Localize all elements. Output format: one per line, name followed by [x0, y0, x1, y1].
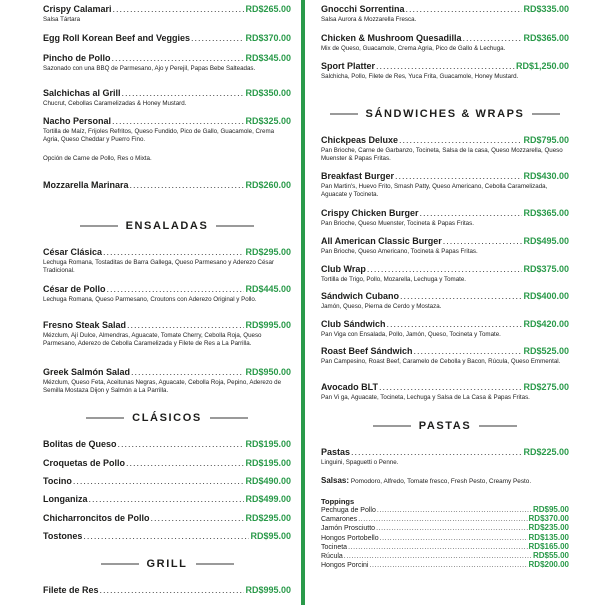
- menu-item: [43, 33, 291, 44]
- item-description: Salsa Aurora & Mozzarella Fresca.: [321, 16, 417, 23]
- topping-name: Jamón Prosciutto: [321, 525, 376, 533]
- item-name: Bolitas de Queso: [43, 439, 117, 449]
- nacho-note: Opción de Carne de Pollo, Res o Mixta.: [43, 155, 152, 162]
- menu-item: [43, 531, 291, 542]
- menu-item: [43, 439, 291, 450]
- toppings-title: Toppings: [321, 497, 355, 506]
- menu-item: [43, 367, 291, 395]
- item-name: César Clásica: [43, 247, 103, 257]
- item-price: RD$195.00: [245, 458, 291, 468]
- item-price: RD$95.00: [250, 531, 291, 541]
- menu-item: [321, 264, 569, 284]
- section-rule: [479, 425, 517, 427]
- item-name: Gnocchi Sorrentina: [321, 4, 405, 14]
- topping-name: Pechuga de Pollo: [321, 507, 376, 514]
- menu-item: [43, 458, 291, 469]
- item-description: Mézclum, Ají Dulce, Almendras, Aguacate, Tomate Cherry, Cebolla Roja, Queso Parmesano, Aderezo de Cebolla Caramelizada y Filete de Res a La Parrilla.: [43, 332, 262, 348]
- item-price: RD$1,250.00: [515, 61, 569, 71]
- menu-item: [321, 33, 569, 53]
- menu-item: [43, 116, 291, 144]
- item-description: Linguini, Spaguetti o Penne.: [321, 459, 399, 466]
- item-price: RD$400.00: [523, 291, 569, 301]
- column-divider: [301, 0, 305, 605]
- item-price: RD$365.00: [523, 208, 569, 218]
- menu-item: [321, 171, 569, 199]
- toppings-list: [321, 497, 569, 570]
- menu-item: [43, 320, 291, 348]
- item-name: Club Wrap: [321, 264, 366, 274]
- item-price: RD$495.00: [523, 236, 569, 246]
- item-description: Tortilla de Trigo, Pollo, Mozarella, Lechuga y Tomate.: [321, 276, 467, 283]
- item-price: RD$375.00: [523, 264, 569, 274]
- item-price: RD$335.00: [523, 4, 569, 14]
- section-header-pastas: [321, 420, 569, 432]
- section-title: PASTAS: [418, 420, 472, 432]
- item-name: Avocado BLT: [321, 382, 379, 392]
- item-name: Nacho Personal: [43, 116, 112, 126]
- item-name: Roast Beef Sándwich: [321, 346, 413, 356]
- topping-row: [321, 561, 569, 570]
- item-price: RD$325.00: [245, 116, 291, 126]
- menu-item: [43, 88, 291, 108]
- item-price: RD$950.00: [245, 367, 291, 377]
- item-name: Greek Salmón Salad: [43, 367, 131, 377]
- item-description: Pan Brioche, Queso Muenster, Tocineta & Papas Fritas.: [321, 220, 474, 227]
- menu-item: [321, 208, 569, 228]
- topping-price: RD$55.00: [532, 551, 569, 561]
- item-price: RD$430.00: [523, 171, 569, 181]
- item-price: RD$995.00: [245, 320, 291, 330]
- item-price: RD$265.00: [245, 4, 291, 14]
- menu-item: [321, 319, 569, 339]
- item-price: RD$490.00: [245, 476, 291, 486]
- item-name: Chickpeas Deluxe: [321, 135, 399, 145]
- menu-item: [321, 291, 569, 311]
- item-name: Pastas: [321, 447, 351, 457]
- item-name: Tocino: [43, 476, 72, 486]
- item-description: Sazonado con una BBQ de Parmesano, Ajo y Perejil, Papas Bebe Salteadas.: [43, 65, 256, 72]
- item-name: Chicken & Mushroom Quesadilla: [321, 33, 462, 43]
- topping-price: RD$370.00: [528, 514, 569, 524]
- item-name: Club Sándwich: [321, 319, 386, 329]
- item-description: Pan Brioche, Queso Americano, Tocineta & Papas Fritas.: [321, 248, 478, 255]
- menu-item: [43, 180, 291, 191]
- item-name: César de Pollo: [43, 284, 106, 294]
- menu-item: [43, 476, 291, 487]
- section-header-sandwiches: [321, 108, 569, 120]
- item-price: RD$995.00: [245, 585, 291, 595]
- item-name: Breakfast Burger: [321, 171, 395, 181]
- item-price: RD$260.00: [245, 180, 291, 190]
- menu-item: [321, 346, 569, 366]
- section-title: CLÁSICOS: [132, 412, 202, 424]
- section-title: ENSALADAS: [125, 220, 209, 232]
- menu-item: [43, 284, 291, 304]
- item-name: Mozzarella Marinara: [43, 180, 129, 190]
- salsas-text: Pomodoro, Alfredo, Tomate fresco, Fresh Pesto, Creamy Pesto.: [350, 478, 532, 485]
- item-description: Tortilla de Maíz, Frijoles Refritos, Queso Fundido, Pico de Gallo, Guacamole, Crema Agria, Queso Cheddar y Puerro Fino.: [43, 128, 275, 144]
- menu-item: [43, 585, 291, 596]
- menu-item: [321, 447, 569, 467]
- topping-name: Hongos Portobello: [321, 534, 379, 542]
- item-price: RD$499.00: [245, 494, 291, 504]
- item-description: Pan Brioche, Carne de Garbanzo, Tocineta, Salsa de la casa, Queso Mozzarella, Queso Muenster & Papas Fritas.: [321, 147, 563, 163]
- item-description: Pan Vi ga, Aguacate, Tocineta, Lechuga y Salsa de La Casa & Papas Fritas.: [321, 394, 530, 401]
- menu-item: [43, 4, 291, 24]
- item-description: Pan Martin's, Huevo Frito, Smash Patty, Queso Americano, Cebolla Caramelizada, Aguacate y Tocineta.: [321, 183, 548, 199]
- item-name: Crispy Chicken Burger: [321, 208, 419, 218]
- section-rule: [210, 417, 248, 419]
- section-rule: [101, 563, 139, 565]
- menu-item: [43, 53, 291, 73]
- item-price: RD$795.00: [523, 135, 569, 145]
- item-name: Salchichas al Grill: [43, 88, 121, 98]
- item-price: RD$445.00: [245, 284, 291, 294]
- item-price: RD$295.00: [245, 513, 291, 523]
- item-name: Fresno Steak Salad: [43, 320, 127, 330]
- item-name: Chicharroncitos de Pollo: [43, 513, 150, 523]
- section-header-grill: [43, 558, 291, 570]
- item-description: Jamón, Queso, Pierna de Cerdo y Mostaza.: [321, 303, 442, 310]
- item-description: Chucrut, Cebollas Caramelizadas & Honey Mustard.: [43, 100, 187, 107]
- section-rule: [330, 113, 358, 115]
- menu-item: [321, 382, 569, 402]
- menu-item: [43, 513, 291, 524]
- item-description: Pan Campesino, Roast Beef, Caramelo de Cebolla y Bacon, Rúcula, Queso Emmental.: [321, 358, 561, 365]
- item-price: RD$345.00: [245, 53, 291, 63]
- item-description: Pan Viga con Ensalada, Pollo, Jamón, Queso, Tocineta y Tomate.: [321, 331, 501, 338]
- section-title: SÁNDWICHES & WRAPS: [365, 108, 525, 120]
- topping-price: RD$135.00: [528, 532, 569, 542]
- item-description: Mézclum, Queso Feta, Aceitunas Negras, Aguacate, Cebolla Roja, Pepino, Aderezo de Semilla Mostaza Dijon y Salmón a La Parrilla.: [43, 379, 282, 395]
- menu-item: [43, 494, 291, 505]
- item-price: RD$365.00: [523, 33, 569, 43]
- item-description: Lechuga Romana, Queso Parmesano, Croutons con Aderezo Original y Pollo.: [43, 296, 257, 303]
- topping-price: RD$235.00: [528, 523, 569, 533]
- item-description: Lechuga Romana, Tostaditas de Barra Gallega, Queso Parmesano y Aderezo César Tradicional.: [43, 259, 275, 275]
- topping-row: [321, 543, 569, 552]
- section-rule: [216, 225, 254, 227]
- menu-item: [321, 61, 569, 81]
- item-price: RD$370.00: [245, 33, 291, 43]
- topping-price: RD$200.00: [528, 560, 569, 570]
- menu-item: [321, 135, 569, 163]
- section-title: GRILL: [146, 558, 188, 570]
- item-price: RD$420.00: [523, 319, 569, 329]
- section-header-ensaladas: [43, 220, 291, 232]
- menu-item: [321, 236, 569, 256]
- section-rule: [373, 425, 411, 427]
- section-rule: [196, 563, 234, 565]
- item-price: RD$295.00: [245, 247, 291, 257]
- item-description: Salchicha, Pollo, Filete de Res, Yuca Frita, Guacamole, Honey Mustard.: [321, 73, 519, 80]
- item-price: RD$225.00: [523, 447, 569, 457]
- item-price: RD$525.00: [523, 346, 569, 356]
- topping-name: Hongos Porcini: [321, 562, 369, 570]
- salsas-line: [321, 477, 569, 486]
- item-name: Croquetas de Pollo: [43, 458, 126, 468]
- section-rule: [86, 417, 124, 419]
- salsas-label: Salsas:: [321, 476, 350, 485]
- item-price: RD$195.00: [245, 439, 291, 449]
- topping-name: Rúcula: [321, 553, 343, 561]
- item-name: All American Classic Burger: [321, 236, 442, 246]
- topping-name: Tocineta: [321, 543, 348, 551]
- item-name: Pincho de Pollo: [43, 53, 111, 63]
- menu-item: [43, 247, 291, 275]
- topping-name: Camarones: [321, 516, 358, 524]
- section-rule: [532, 113, 560, 115]
- menu-item: [321, 4, 569, 24]
- item-name: Tostones: [43, 531, 83, 541]
- item-name: Sport Platter: [321, 61, 376, 71]
- section-rule: [80, 225, 118, 227]
- topping-price: RD$95.00: [532, 505, 569, 514]
- item-description: Salsa Tártara: [43, 16, 81, 23]
- item-description: Mix de Queso, Guacamole, Crema Agria, Pico de Gallo & Lechuga.: [321, 45, 506, 52]
- topping-price: RD$165.00: [528, 541, 569, 551]
- item-price: RD$275.00: [523, 382, 569, 392]
- item-name: Filete de Res: [43, 585, 99, 595]
- item-price: RD$350.00: [245, 88, 291, 98]
- item-name: Egg Roll Korean Beef and Veggies: [43, 33, 191, 43]
- section-header-clasicos: [43, 412, 291, 424]
- item-name: Sándwich Cubano: [321, 291, 400, 301]
- item-name: Crispy Calamari: [43, 4, 112, 14]
- item-name: Longaniza: [43, 494, 88, 504]
